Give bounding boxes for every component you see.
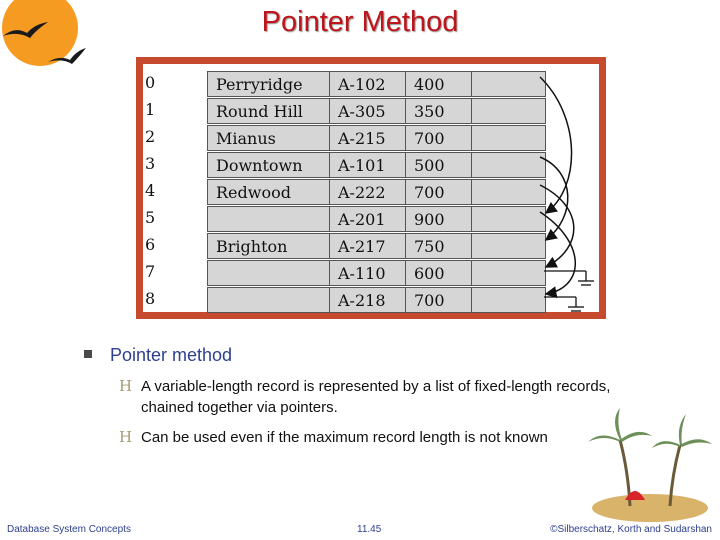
cell-branch: Downtown bbox=[207, 152, 330, 178]
cell-account: A-222 bbox=[329, 179, 406, 205]
row-index: 5 bbox=[145, 208, 156, 227]
cell-balance: 750 bbox=[405, 233, 472, 259]
subbullet-marker: H bbox=[119, 428, 133, 446]
cell-account: A-110 bbox=[329, 260, 406, 286]
bullet-pointer-method: Pointer method bbox=[110, 345, 233, 365]
cell-account: A-102 bbox=[329, 71, 406, 97]
cell-branch: Redwood bbox=[207, 179, 330, 205]
row-index: 7 bbox=[145, 262, 156, 281]
cell-balance: 700 bbox=[405, 125, 472, 151]
row-index: 6 bbox=[145, 235, 156, 254]
cell-account: A-215 bbox=[329, 125, 406, 151]
pointer-arrows bbox=[136, 57, 606, 319]
subbullet-text: Can be used even if the maximum record length is not known bbox=[141, 429, 548, 446]
bullet-marker bbox=[84, 350, 92, 358]
cell-balance: 700 bbox=[405, 287, 472, 313]
cell-balance: 350 bbox=[405, 98, 472, 124]
row-index: 3 bbox=[145, 154, 156, 173]
footer-left: Database System Concepts bbox=[7, 524, 131, 535]
cell-account: A-217 bbox=[329, 233, 406, 259]
cell-account: A-218 bbox=[329, 287, 406, 313]
slide-title: Pointer Method bbox=[261, 6, 459, 38]
row-index: 4 bbox=[145, 181, 156, 200]
cell-balance: 500 bbox=[405, 152, 472, 178]
cell-account: A-101 bbox=[329, 152, 406, 178]
cell-branch: Brighton bbox=[207, 233, 330, 259]
subbullet-text: A variable-length record is represented by a list of fixed-length records, chained together via pointers. bbox=[141, 378, 611, 416]
row-index: 8 bbox=[145, 289, 156, 308]
cell-branch: Round Hill bbox=[207, 98, 330, 124]
footer-page-number: 11.45 bbox=[357, 524, 382, 535]
footer-right: ©Silberschatz, Korth and Sudarshan bbox=[550, 524, 712, 535]
null-pointer-icon bbox=[544, 297, 584, 311]
pointer-arrow bbox=[540, 157, 568, 240]
row-index: 1 bbox=[145, 100, 156, 119]
cell-balance: 400 bbox=[405, 71, 472, 97]
row-index: 0 bbox=[145, 73, 156, 92]
palm-island-illustration bbox=[580, 400, 720, 530]
palm-leaves-icon bbox=[588, 408, 712, 448]
cell-branch: Perryridge bbox=[207, 71, 330, 97]
island-icon bbox=[592, 494, 708, 522]
cell-account: A-305 bbox=[329, 98, 406, 124]
cell-account: A-201 bbox=[329, 206, 406, 232]
cell-balance: 600 bbox=[405, 260, 472, 286]
subbullet-marker: H bbox=[119, 377, 133, 395]
cell-balance: 900 bbox=[405, 206, 472, 232]
cell-branch: Mianus bbox=[207, 125, 330, 151]
row-index: 2 bbox=[145, 127, 156, 146]
cell-balance: 700 bbox=[405, 179, 472, 205]
pointer-arrow bbox=[540, 212, 575, 294]
